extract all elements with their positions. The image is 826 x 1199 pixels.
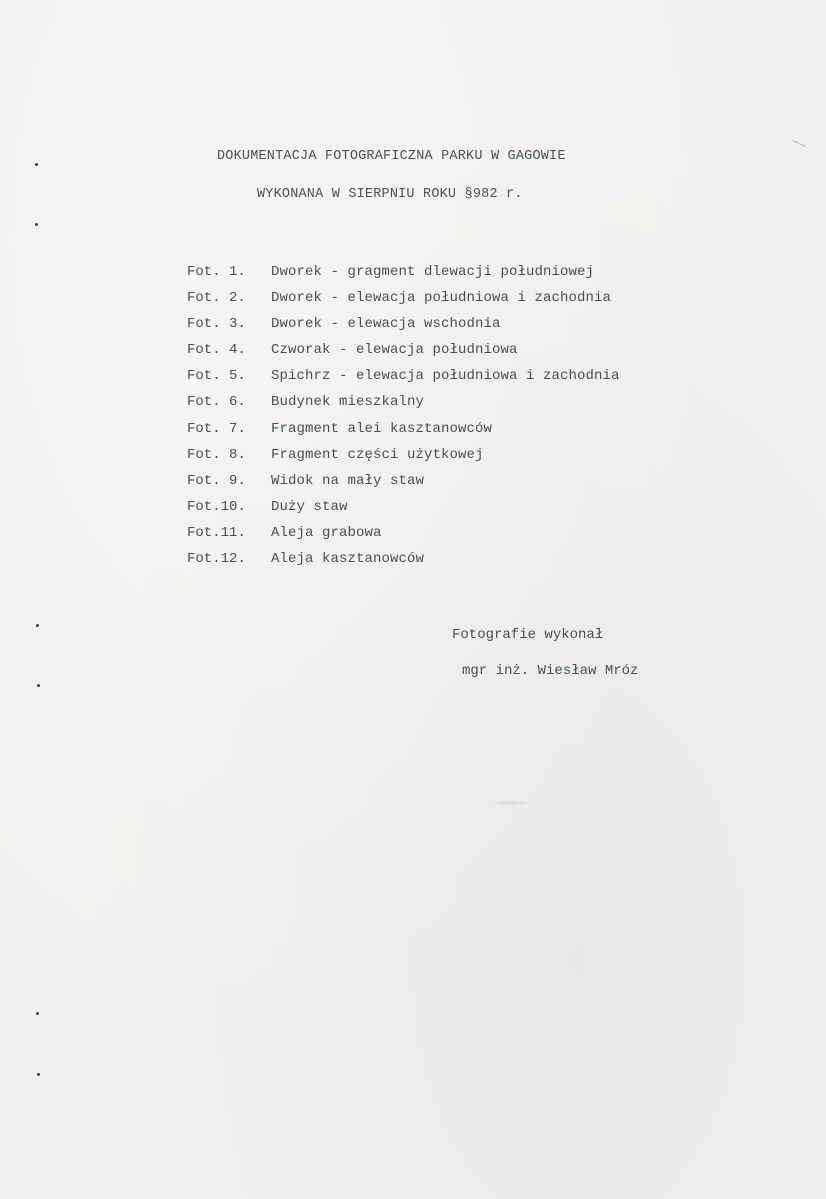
photo-number: Fot.12.	[187, 551, 246, 568]
photo-number: Fot. 7.	[187, 420, 246, 437]
signature-caption: Fotografie wykonał	[452, 627, 604, 643]
list-item	[187, 288, 620, 314]
margin-dot	[36, 624, 39, 627]
list-item	[187, 549, 620, 575]
list-item	[187, 262, 620, 288]
photo-description: Budynek mieszkalny	[271, 394, 425, 411]
document-subtitle: WYKONANA W SIERPNIU ROKU §982 r.	[257, 187, 523, 202]
signature-name: mgr inż. Wiesław Mróz	[462, 663, 639, 679]
photo-list	[187, 262, 620, 575]
photo-number: Fot. 4.	[187, 342, 246, 359]
photo-description: Fragment części użytkowej	[271, 446, 484, 463]
photo-description: Spichrz - elewacja południowa i zachodnia	[271, 368, 620, 385]
photo-description: Dworek - elewacja wschodnia	[271, 316, 501, 333]
photo-number: Fot. 8.	[187, 446, 246, 463]
photo-description: Fragment alei kasztanowców	[271, 420, 493, 437]
photo-description: Aleja kasztanowców	[271, 551, 425, 568]
list-item	[187, 419, 620, 445]
photo-description: Dworek - elewacja południowa i zachodnia	[271, 290, 612, 307]
document-title: DOKUMENTACJA FOTOGRAFICZNA PARKU W GAGOWIE	[217, 149, 566, 164]
list-item	[187, 445, 620, 471]
photo-number: Fot.11.	[187, 524, 246, 541]
photo-description: Duży staw	[271, 498, 348, 515]
paper-mark	[792, 140, 805, 147]
list-item	[187, 471, 620, 497]
photo-description: Aleja grabowa	[271, 524, 382, 541]
photo-description: Widok na mały staw	[271, 472, 425, 489]
list-item	[187, 497, 620, 523]
photo-number: Fot. 1.	[187, 264, 246, 280]
photo-number: Fot. 3.	[187, 316, 246, 333]
list-item	[187, 366, 620, 392]
margin-dot	[35, 163, 38, 166]
photo-number: Fot. 2.	[187, 290, 246, 307]
margin-dot	[37, 1073, 40, 1076]
photo-number: Fot. 9.	[187, 472, 246, 489]
list-item	[187, 340, 620, 366]
margin-dot	[36, 1012, 39, 1015]
photo-number: Fot.10.	[187, 498, 246, 515]
list-item	[187, 314, 620, 340]
photo-description: Czworak - elewacja południowa	[271, 342, 518, 359]
photo-number: Fot. 5.	[187, 368, 246, 385]
margin-dot	[37, 684, 40, 687]
list-item	[187, 392, 620, 418]
photo-description: Dworek - gragment dlewacji południowej	[271, 264, 595, 280]
photo-number: Fot. 6.	[187, 394, 246, 411]
paper-smudge	[490, 800, 530, 806]
list-item	[187, 523, 620, 549]
margin-dot	[35, 223, 38, 226]
